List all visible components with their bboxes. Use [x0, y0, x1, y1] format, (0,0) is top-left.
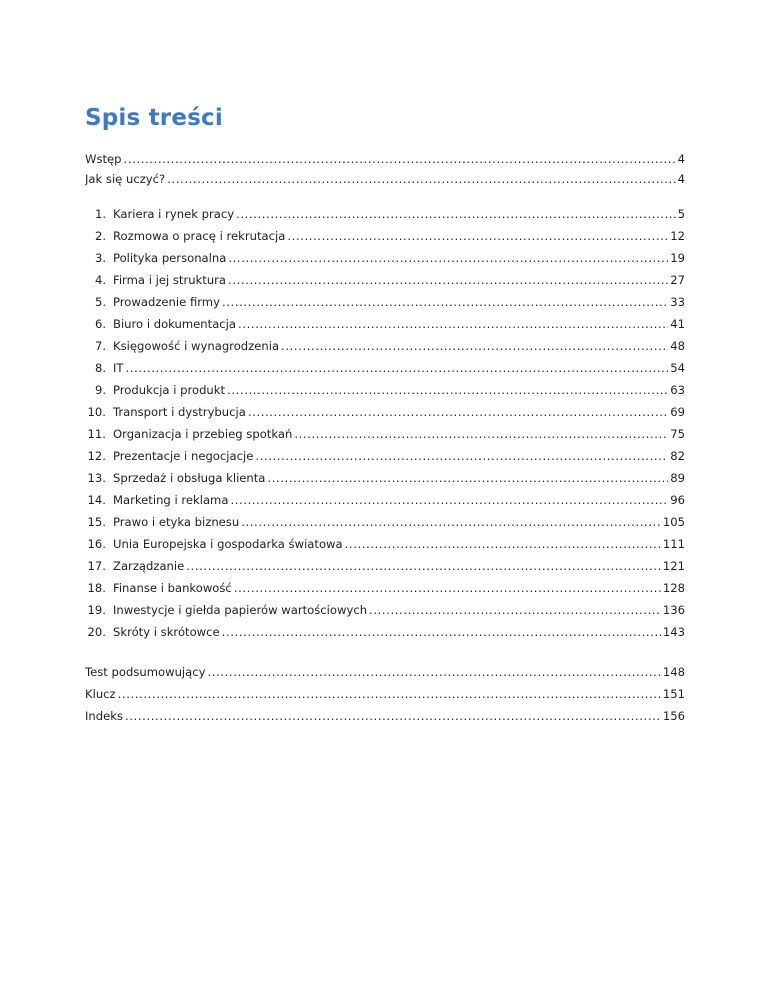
chapter-number: 14. [87, 493, 106, 507]
chapter-list [85, 203, 685, 643]
chapter-number: 17. [87, 559, 106, 573]
toc-entry[interactable] [85, 149, 685, 169]
chapter-title: Biuro i dokumentacja [113, 317, 237, 331]
chapter-title: Firma i jej struktura [113, 273, 227, 287]
leader-dots [230, 489, 668, 511]
chapter-title: Zarządzanie [113, 559, 185, 573]
chapter-number: 20. [87, 625, 106, 639]
leader-dots [118, 683, 661, 705]
toc-entry-label: Test podsumowujący [85, 665, 206, 679]
chapter-title: Polityka personalna [113, 251, 227, 265]
toc-entry-page: 148 [662, 665, 685, 679]
chapter-entry[interactable] [85, 445, 685, 467]
chapter-page: 121 [662, 559, 685, 573]
chapter-page: 136 [662, 603, 685, 617]
toc-entry-page: 4 [677, 172, 685, 186]
leader-dots [294, 423, 668, 445]
leader-dots [126, 357, 669, 379]
leader-dots [234, 577, 661, 599]
chapter-title: Transport i dystrybucja [113, 405, 246, 419]
chapter-page: 111 [662, 537, 685, 551]
leader-dots [241, 511, 661, 533]
chapter-title: Marketing i reklama [113, 493, 229, 507]
page-title: Spis treści [85, 105, 223, 131]
leader-dots [124, 149, 676, 169]
chapter-entry[interactable] [85, 357, 685, 379]
chapter-title: Inwestycje i giełda papierów wartościowych [113, 603, 368, 617]
chapter-title: Kariera i rynek pracy [113, 207, 235, 221]
chapter-title: Prezentacje i negocjacje [113, 449, 254, 463]
leader-dots [281, 335, 668, 357]
chapter-number: 8. [94, 361, 106, 375]
chapter-entry[interactable] [85, 401, 685, 423]
chapter-page: 89 [670, 471, 685, 485]
chapter-entry[interactable] [85, 577, 685, 599]
chapter-page: 96 [670, 493, 685, 507]
toc-entry-label: Klucz [85, 687, 116, 701]
chapter-number: 4. [94, 273, 106, 287]
chapter-entry[interactable] [85, 225, 685, 247]
chapter-page: 105 [662, 515, 685, 529]
chapter-number: 13. [87, 471, 106, 485]
chapter-number: 11. [87, 427, 106, 441]
chapter-page: 19 [670, 251, 685, 265]
leader-dots [267, 467, 668, 489]
chapter-title: Prawo i etyka biznesu [113, 515, 240, 529]
chapter-number: 15. [87, 515, 106, 529]
chapter-number: 6. [94, 317, 106, 331]
chapter-page: 12 [670, 229, 685, 243]
chapter-entry[interactable] [85, 379, 685, 401]
toc-entry[interactable] [85, 169, 685, 189]
chapter-number: 9. [94, 383, 106, 397]
leader-dots [222, 291, 668, 313]
chapter-entry[interactable] [85, 555, 685, 577]
chapter-title: IT [113, 361, 124, 375]
chapter-number: 19. [87, 603, 106, 617]
leader-dots [255, 445, 668, 467]
leader-dots [186, 555, 661, 577]
chapter-number: 1. [94, 207, 106, 221]
toc-entry-label: Jak się uczyć? [85, 172, 166, 186]
chapter-entry[interactable] [85, 291, 685, 313]
leader-dots [236, 203, 676, 225]
toc-entry-page: 156 [662, 709, 685, 723]
chapter-title: Produkcja i produkt [113, 383, 226, 397]
leader-dots [167, 169, 675, 189]
chapter-entry[interactable] [85, 599, 685, 621]
chapter-number: 18. [87, 581, 106, 595]
leader-dots [287, 225, 668, 247]
chapter-page: 5 [677, 207, 685, 221]
toc-entry[interactable] [85, 683, 685, 705]
chapter-title: Unia Europejska i gospodarka światowa [113, 537, 343, 551]
leader-dots [248, 401, 668, 423]
chapter-page: 33 [670, 295, 685, 309]
front-matter-list [85, 149, 685, 189]
back-matter-list [85, 661, 685, 727]
chapter-entry[interactable] [85, 489, 685, 511]
chapter-title: Organizacja i przebieg spotkań [113, 427, 293, 441]
chapter-title: Prowadzenie firmy [113, 295, 220, 309]
toc-entry-page: 151 [662, 687, 685, 701]
chapter-entry[interactable] [85, 423, 685, 445]
chapter-entry[interactable] [85, 269, 685, 291]
chapter-page: 143 [662, 625, 685, 639]
chapter-title: Sprzedaż i obsługa klienta [113, 471, 266, 485]
chapter-number: 7. [94, 339, 106, 353]
chapter-entry[interactable] [85, 313, 685, 335]
chapter-title: Skróty i skrótowce [113, 625, 220, 639]
chapter-page: 75 [670, 427, 685, 441]
chapter-title: Księgowość i wynagrodzenia [113, 339, 280, 353]
toc-entry-label: Wstęp [85, 152, 122, 166]
chapter-number: 10. [87, 405, 106, 419]
chapter-page: 82 [670, 449, 685, 463]
leader-dots [228, 269, 668, 291]
leader-dots [125, 705, 661, 727]
toc-entry[interactable] [85, 661, 685, 683]
leader-dots [238, 313, 668, 335]
chapter-entry[interactable] [85, 621, 685, 643]
chapter-number: 3. [94, 251, 106, 265]
chapter-entry[interactable] [85, 533, 685, 555]
leader-dots [208, 661, 661, 683]
chapter-title: Rozmowa o pracę i rekrutacja [113, 229, 286, 243]
leader-dots [227, 379, 668, 401]
chapter-page: 41 [670, 317, 685, 331]
toc-entry-page: 4 [677, 152, 685, 166]
chapter-page: 27 [670, 273, 685, 287]
chapter-page: 54 [670, 361, 685, 375]
leader-dots [345, 533, 661, 555]
toc-entry[interactable] [85, 705, 685, 727]
toc-entry-label: Indeks [85, 709, 124, 723]
chapter-entry[interactable] [85, 335, 685, 357]
leader-dots [228, 247, 668, 269]
chapter-entry[interactable] [85, 247, 685, 269]
chapter-page: 48 [670, 339, 685, 353]
chapter-entry[interactable] [85, 467, 685, 489]
leader-dots [222, 621, 661, 643]
chapter-number: 12. [87, 449, 106, 463]
chapter-entry[interactable] [85, 203, 685, 225]
leader-dots [369, 599, 661, 621]
chapter-entry[interactable] [85, 511, 685, 533]
chapter-title: Finanse i bankowość [113, 581, 232, 595]
chapter-number: 16. [87, 537, 106, 551]
chapter-number: 2. [94, 229, 106, 243]
table-of-contents-page [85, 104, 685, 727]
chapter-page: 63 [670, 383, 685, 397]
chapter-page: 128 [662, 581, 685, 595]
chapter-page: 69 [670, 405, 685, 419]
chapter-number: 5. [94, 295, 106, 309]
